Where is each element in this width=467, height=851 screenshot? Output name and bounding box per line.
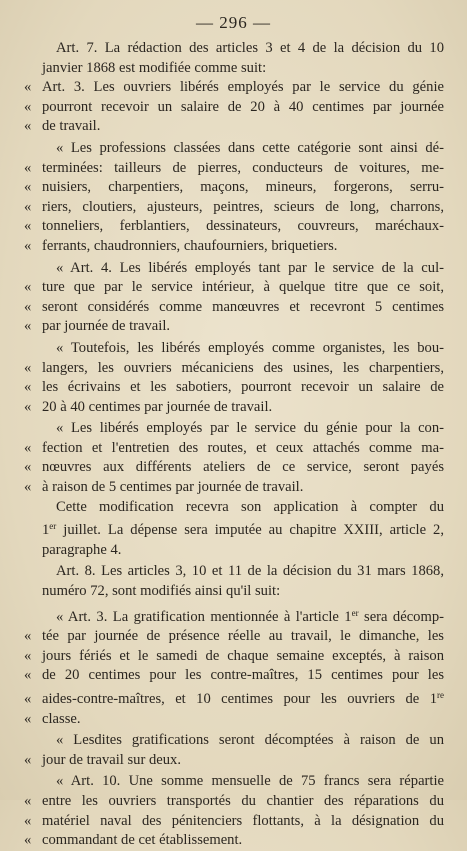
text-line bbox=[24, 419, 444, 439]
quote-mark: « bbox=[24, 812, 32, 829]
text-line bbox=[24, 812, 444, 832]
line-text: terminées: tailleurs de pierres, conducteurs de voitures, me- bbox=[42, 159, 444, 176]
line-text: « Lesdites gratifications seront décomptées à raison de un bbox=[56, 732, 444, 749]
text-line bbox=[24, 298, 444, 318]
text-line bbox=[24, 217, 444, 237]
quote-mark: « bbox=[24, 118, 32, 135]
line-text: « Art. 3. La gratification mentionnée à l'article 1er sera décomp- bbox=[56, 607, 444, 625]
text-line bbox=[24, 139, 444, 159]
text-line bbox=[24, 604, 444, 628]
line-text: de 20 centimes pour les contre-maîtres, 15 centimes pour les bbox=[42, 667, 444, 684]
text-line bbox=[24, 478, 444, 498]
quote-mark: « bbox=[24, 439, 32, 456]
quote-mark: « bbox=[24, 628, 32, 645]
line-text: riers, cloutiers, ajusteurs, peintres, scieurs de long, charrons, bbox=[42, 198, 444, 215]
quote-mark: « bbox=[24, 691, 32, 707]
text-line bbox=[24, 627, 444, 647]
line-text: langers, les ouvriers mécaniciens des usines, les charpentiers, bbox=[42, 359, 444, 376]
line-text: fection et l'entretien des routes, et ceux attachés comme ma- bbox=[42, 439, 444, 456]
line-text: classe. bbox=[42, 710, 81, 727]
quote-mark: « bbox=[24, 751, 32, 768]
text-line bbox=[24, 710, 444, 730]
line-text: seront considérés comme manœuvres et recevront 5 centimes bbox=[42, 298, 444, 315]
line-text: « Art. 10. Une somme mensuelle de 75 francs sera répartie bbox=[56, 773, 444, 790]
line-text: par journée de travail. bbox=[42, 318, 171, 335]
text-line bbox=[24, 39, 444, 59]
quote-mark: « bbox=[24, 359, 32, 376]
text-line bbox=[24, 498, 444, 518]
line-text: numéro 72, sont modifiés ainsi qu'il suit: bbox=[42, 583, 281, 600]
line-text: à raison de 5 centimes par journée de travail. bbox=[42, 479, 304, 496]
text-line bbox=[24, 198, 444, 218]
line-text: « Art. 4. Les libérés employés tant par le service de la cul- bbox=[56, 259, 444, 276]
text-line bbox=[24, 339, 444, 359]
line-text: pourront recevoir un salaire de 20 à 40 centimes par journée bbox=[42, 98, 444, 115]
quote-mark: « bbox=[24, 479, 32, 496]
document-body bbox=[24, 39, 444, 851]
text-line bbox=[24, 541, 444, 561]
text-line bbox=[24, 582, 444, 602]
quote-mark: « bbox=[24, 237, 32, 254]
line-text: aides-contre-maîtres, et 10 centimes pour les ouvriers de 1re bbox=[42, 690, 444, 707]
line-text: les écrivains et les sabotiers, pourront recevoir un salaire de bbox=[42, 379, 444, 396]
quote-mark: « bbox=[24, 298, 32, 315]
line-text: Cette modification recevra son application à compter du bbox=[56, 498, 444, 515]
text-line bbox=[24, 317, 444, 337]
line-text: nœuvres aux différents ateliers de ce service, seront payés bbox=[42, 459, 444, 476]
text-line bbox=[24, 517, 444, 541]
line-text: commandant de cet établissement. bbox=[42, 832, 243, 849]
quote-mark: « bbox=[24, 667, 32, 684]
line-text: Art. 3. Les ouvriers libérés employés par le service du génie bbox=[42, 79, 444, 96]
text-line bbox=[24, 278, 444, 298]
quote-mark: « bbox=[24, 179, 32, 196]
quote-mark: « bbox=[24, 218, 32, 235]
text-line bbox=[24, 398, 444, 418]
text-line bbox=[24, 378, 444, 398]
quote-mark: « bbox=[24, 379, 32, 396]
line-text: Art. 7. La rédaction des articles 3 et 4 de la décision du 10 bbox=[56, 40, 444, 56]
quote-mark: « bbox=[24, 647, 32, 664]
text-line bbox=[24, 647, 444, 667]
line-text: de travail. bbox=[42, 118, 101, 135]
text-line bbox=[24, 686, 444, 710]
line-text: ferrants, chaudronniers, chaufourniers, briquetiers. bbox=[42, 237, 338, 254]
text-line bbox=[24, 259, 444, 279]
line-text: tonneliers, ferblantiers, dessinateurs, couvreurs, maréchaux- bbox=[42, 218, 444, 235]
line-text: « Les professions classées dans cette catégorie sont ainsi dé- bbox=[56, 139, 444, 156]
text-line bbox=[24, 772, 444, 792]
quote-mark: « bbox=[24, 318, 32, 335]
line-text: ture que par le service intérieur, à quelque titre que ce soit, bbox=[42, 279, 444, 296]
quote-mark: « bbox=[24, 792, 32, 809]
quote-mark: « bbox=[24, 459, 32, 476]
line-text: Art. 8. Les articles 3, 10 et 11 de la décision du 31 mars 1868, bbox=[56, 563, 444, 580]
quote-mark: « bbox=[24, 832, 32, 849]
quote-mark: « bbox=[24, 710, 32, 727]
text-line bbox=[24, 237, 444, 257]
quote-mark: « bbox=[24, 398, 32, 415]
text-line bbox=[24, 159, 444, 179]
line-text: jour de travail sur deux. bbox=[42, 751, 182, 768]
line-text: « Toutefois, les libérés employés comme organistes, les bou- bbox=[56, 339, 444, 356]
text-line bbox=[24, 78, 444, 98]
quote-mark: « bbox=[24, 279, 32, 296]
line-text: paragraphe 4. bbox=[42, 541, 122, 558]
text-line bbox=[24, 117, 444, 137]
line-text: matériel naval des pénitenciers flottants, à la désignation du bbox=[42, 812, 444, 829]
text-line bbox=[24, 731, 444, 751]
line-text: « Les libérés employés par le service du génie pour la con- bbox=[56, 420, 444, 437]
quote-mark: « bbox=[24, 159, 32, 176]
text-line bbox=[24, 458, 444, 478]
text-line bbox=[24, 751, 444, 771]
text-line bbox=[24, 98, 444, 118]
text-line bbox=[24, 792, 444, 812]
quote-mark: « bbox=[24, 79, 32, 96]
line-text: tée par journée de présence réelle au travail, le dimanche, les bbox=[42, 628, 444, 645]
text-line bbox=[24, 831, 444, 851]
quote-mark: « bbox=[24, 198, 32, 215]
text-line bbox=[24, 562, 444, 582]
line-text: entre les ouvriers transportés du chantier des réparations du bbox=[42, 792, 444, 809]
line-text: 1er juillet. La dépense sera imputée au chapitre XXIII, article 2, bbox=[42, 521, 444, 539]
line-text: jours fériés et le samedi de chaque semaine exceptés, à raison bbox=[42, 647, 444, 664]
line-text: janvier 1868 est modifiée comme suit: bbox=[42, 59, 267, 76]
text-line bbox=[24, 359, 444, 379]
text-line bbox=[24, 178, 444, 198]
line-text: 20 à 40 centimes par journée de travail. bbox=[42, 398, 273, 415]
text-line bbox=[24, 439, 444, 459]
text-line bbox=[24, 666, 444, 686]
page-header: — 296 — bbox=[196, 13, 271, 32]
line-text: nuisiers, charpentiers, maçons, mineurs, forgerons, serru- bbox=[42, 179, 444, 196]
quote-mark: « bbox=[24, 98, 32, 115]
text-line bbox=[24, 59, 444, 79]
